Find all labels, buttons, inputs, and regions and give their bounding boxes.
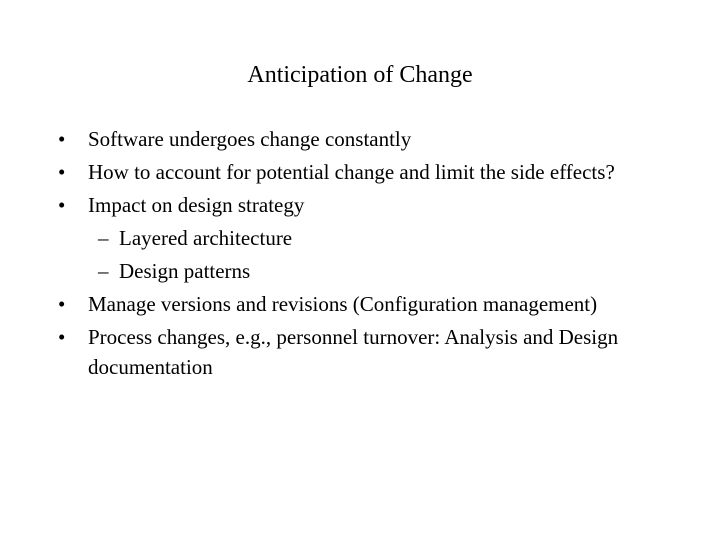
sub-bullet-item [58, 223, 658, 253]
bullet-text: Process changes, e.g., personnel turnover: Analysis and Design documentation [88, 325, 619, 379]
sub-bullet-marker: – [98, 259, 109, 283]
sub-bullet-marker: – [98, 226, 109, 250]
bullet-marker: • [58, 160, 66, 184]
bullet-list [58, 124, 658, 385]
slide-title: Anticipation of Change [247, 62, 473, 88]
bullet-text: Impact on design strategy [88, 193, 305, 217]
bullet-item [58, 190, 658, 220]
bullet-marker: • [58, 292, 66, 316]
bullet-item [58, 157, 658, 187]
sub-bullet-text: Design patterns [119, 259, 251, 283]
bullet-marker: • [58, 325, 66, 349]
bullet-text: How to account for potential change and limit the side effects? [88, 160, 615, 184]
bullet-marker: • [58, 193, 66, 217]
sub-bullet-text: Layered architecture [119, 226, 293, 250]
bullet-item [58, 322, 658, 382]
bullet-item [58, 124, 658, 154]
bullet-text: Manage versions and revisions (Configuration management) [88, 292, 598, 316]
bullet-item [58, 289, 658, 319]
sub-bullet-item [58, 256, 658, 286]
bullet-text: Software undergoes change constantly [88, 127, 412, 151]
bullet-marker: • [58, 127, 66, 151]
